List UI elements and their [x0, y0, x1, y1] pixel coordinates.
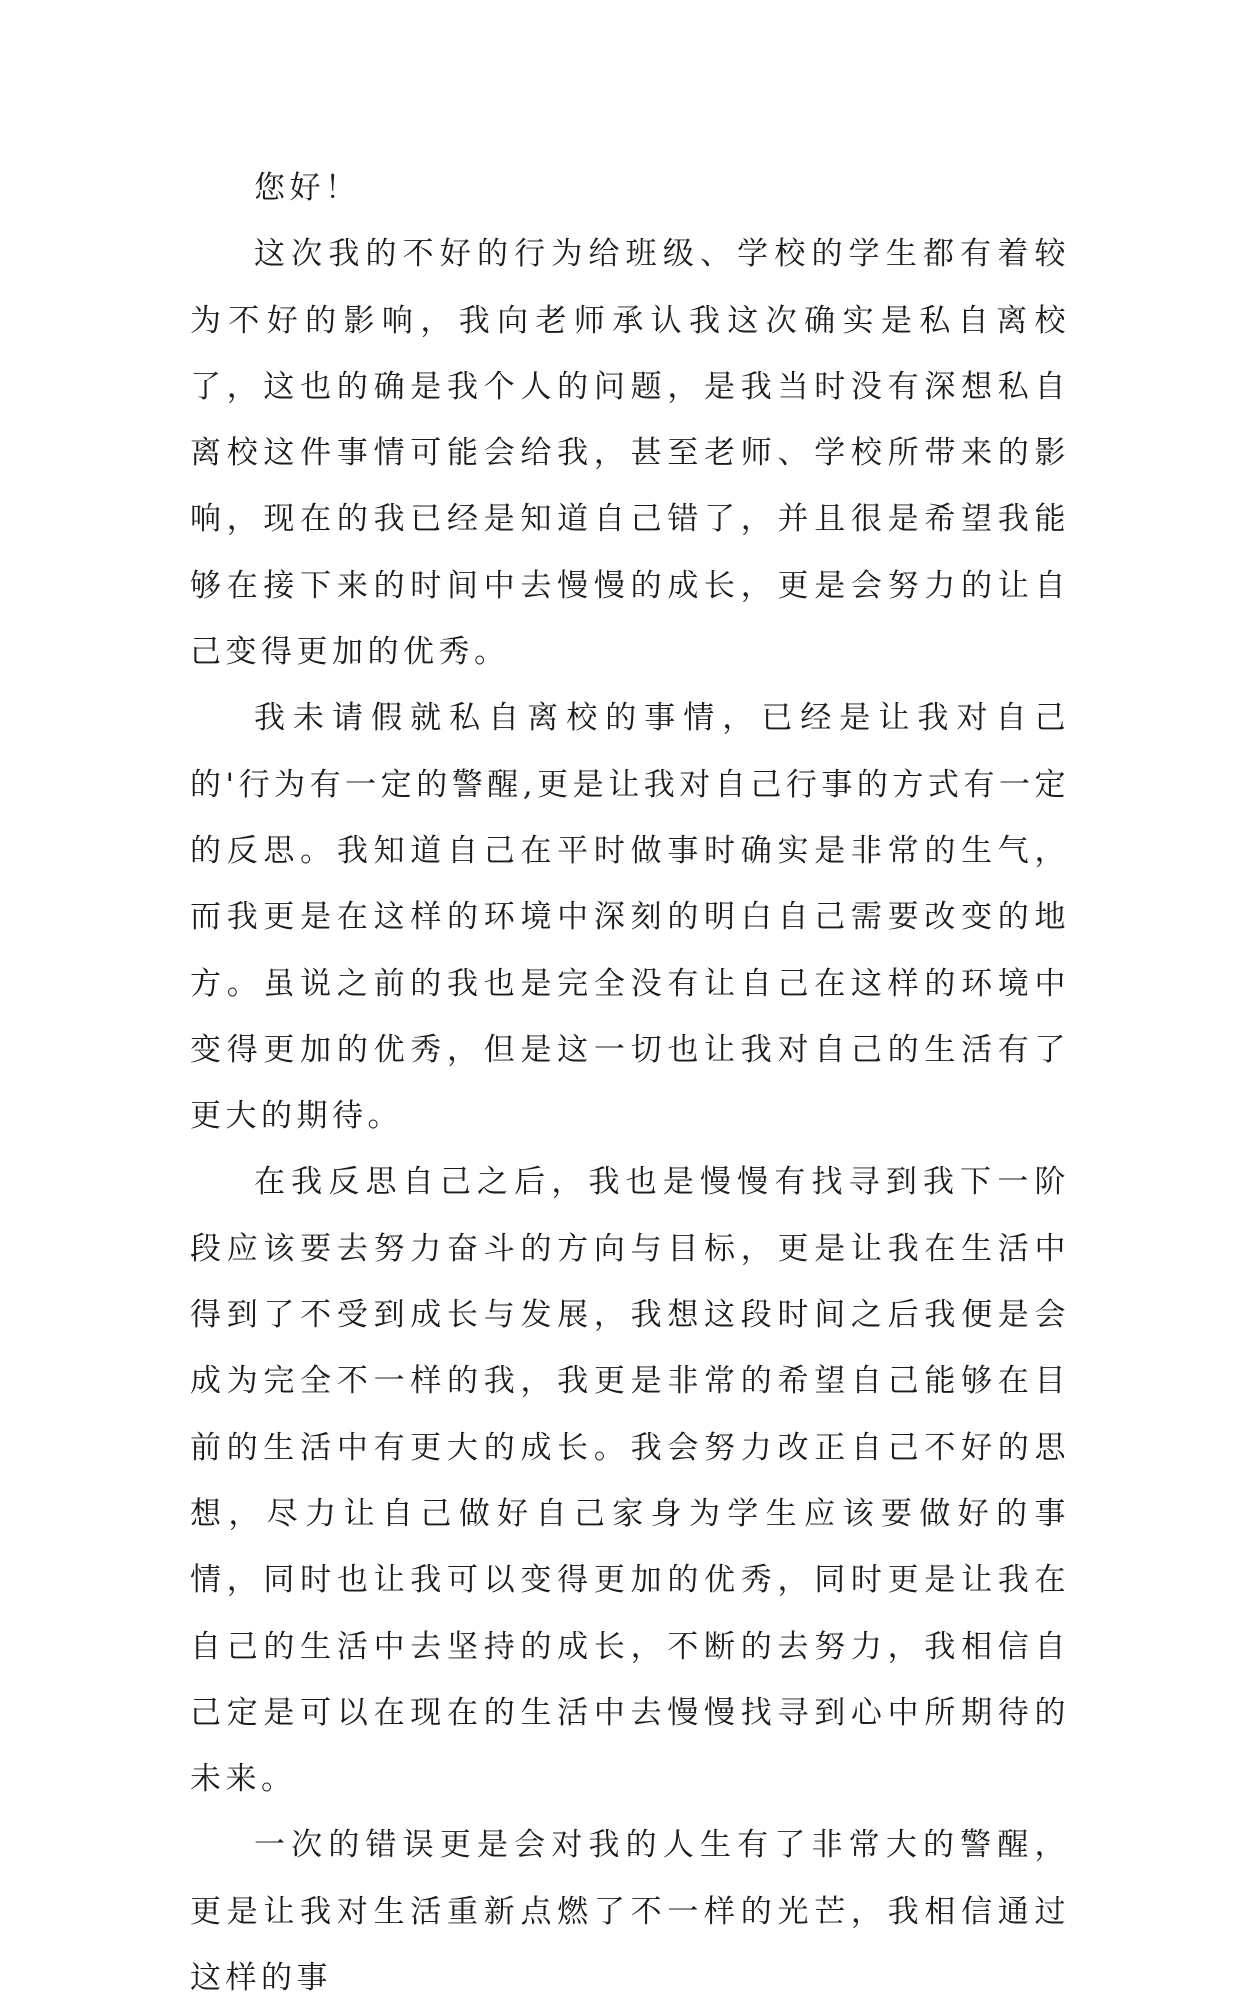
greeting: 您好！	[254, 170, 361, 206]
paragraph: 这次我的不好的行为给班级、学校的学生都有着较为不好的影响，我向老师承认我这次确实是私自离校了，这也的确是我个人的问题，是我当时没有深想私自离校这件事情可能会给我，甚至老师、学校所带来的影响，现在的我已经是知道自己错了，并且很是希望我能够在接下来的时间中去慢慢的成长，更是会努力的让自己变得更加的优秀。	[190, 236, 1070, 671]
paragraph: 一次的错误更是会对我的人生有了非常大的警醒，更是让我对生活重新点燃了不一样的光芒，我相信通过这样的事	[190, 1827, 1070, 1997]
document-body	[190, 155, 1070, 2011]
paragraph: 我未请假就私自离校的事情，已经是让我对自己的'行为有一定的警醒,更是让我对自己行事的方式有一定的反思。我知道自己在平时做事时确实是非常的生气，而我更是在这样的环境中深刻的明白自己需要改变的地方。虽说之前的我也是完全没有让自己在这样的环境中变得更加的优秀，但是这一切也让我对自己的生活有了更大的期待。	[190, 700, 1070, 1135]
paragraph: 在我反思自己之后，我也是慢慢有找寻到我下一阶段应该要去努力奋斗的方向与目标，更是让我在生活中得到了不受到成长与发展，我想这段时间之后我便是会成为完全不一样的我，我更是非常的希望自己能够在目前的生活中有更大的成长。我会努力改正自己不好的思想，尽力让自己做好自己家身为学生应该要做好的事情，同时也让我可以变得更加的优秀，同时更是让我在自己的生活中去坚持的成长，不断的去努力，我相信自己定是可以在现在的生活中去慢慢找寻到心中所期待的未来。	[190, 1164, 1070, 1798]
